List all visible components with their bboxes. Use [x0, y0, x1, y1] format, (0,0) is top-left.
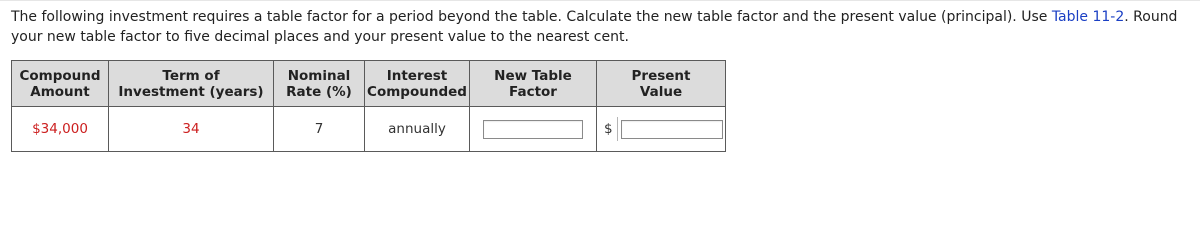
- header-interest: [365, 61, 470, 107]
- term-value: 34: [109, 107, 274, 152]
- question-text: [11, 7, 1191, 47]
- header-term-line2: Investment (years): [118, 83, 264, 100]
- header-nominal-rate: [274, 61, 365, 107]
- header-interest-line2: Compounded: [367, 83, 467, 100]
- header-term: [109, 61, 274, 107]
- header-new-table-factor: [470, 61, 597, 107]
- nominal-rate-value: 7: [274, 107, 365, 152]
- question-text-part2: . Round your new table factor to five decimal places and your present value to the nearest cent.: [11, 9, 1178, 45]
- dollar-sign: $: [604, 117, 618, 141]
- header-compound-amount-line1: Compound: [19, 67, 101, 84]
- header-present-value-line1: Present: [631, 67, 691, 84]
- header-interest-line1: Interest: [386, 67, 448, 84]
- present-value-wrap: [597, 117, 725, 141]
- header-compound-amount-line2: Amount: [30, 83, 90, 100]
- present-value-input[interactable]: [621, 120, 723, 139]
- new-table-factor-cell: [470, 107, 597, 152]
- question-text-part1: The following investment requires a table factor for a period beyond the table. Calculate the new table factor and the present value (principal). Use: [11, 9, 1052, 25]
- problem-table: [11, 60, 726, 152]
- interest-compounded-value: annually: [365, 107, 470, 152]
- table-row: [12, 107, 726, 152]
- table-11-2-link[interactable]: Table 11-2: [1051, 9, 1125, 25]
- compound-amount-value: $34,000: [12, 107, 109, 152]
- new-table-factor-input[interactable]: [483, 120, 583, 139]
- top-divider: [0, 0, 1200, 1]
- header-present-value: [597, 61, 726, 107]
- header-new-factor-line2: Factor: [509, 83, 557, 100]
- present-value-cell: [597, 107, 726, 152]
- header-nominal-rate-line1: Nominal: [287, 67, 351, 84]
- header-new-factor-line1: New Table: [494, 67, 572, 84]
- header-term-line1: Term of: [162, 67, 220, 84]
- header-present-value-line2: Value: [639, 83, 683, 100]
- header-row: [12, 61, 726, 107]
- header-nominal-rate-line2: Rate (%): [286, 83, 352, 100]
- header-compound-amount: [12, 61, 109, 107]
- new-table-factor-wrap: [470, 120, 596, 139]
